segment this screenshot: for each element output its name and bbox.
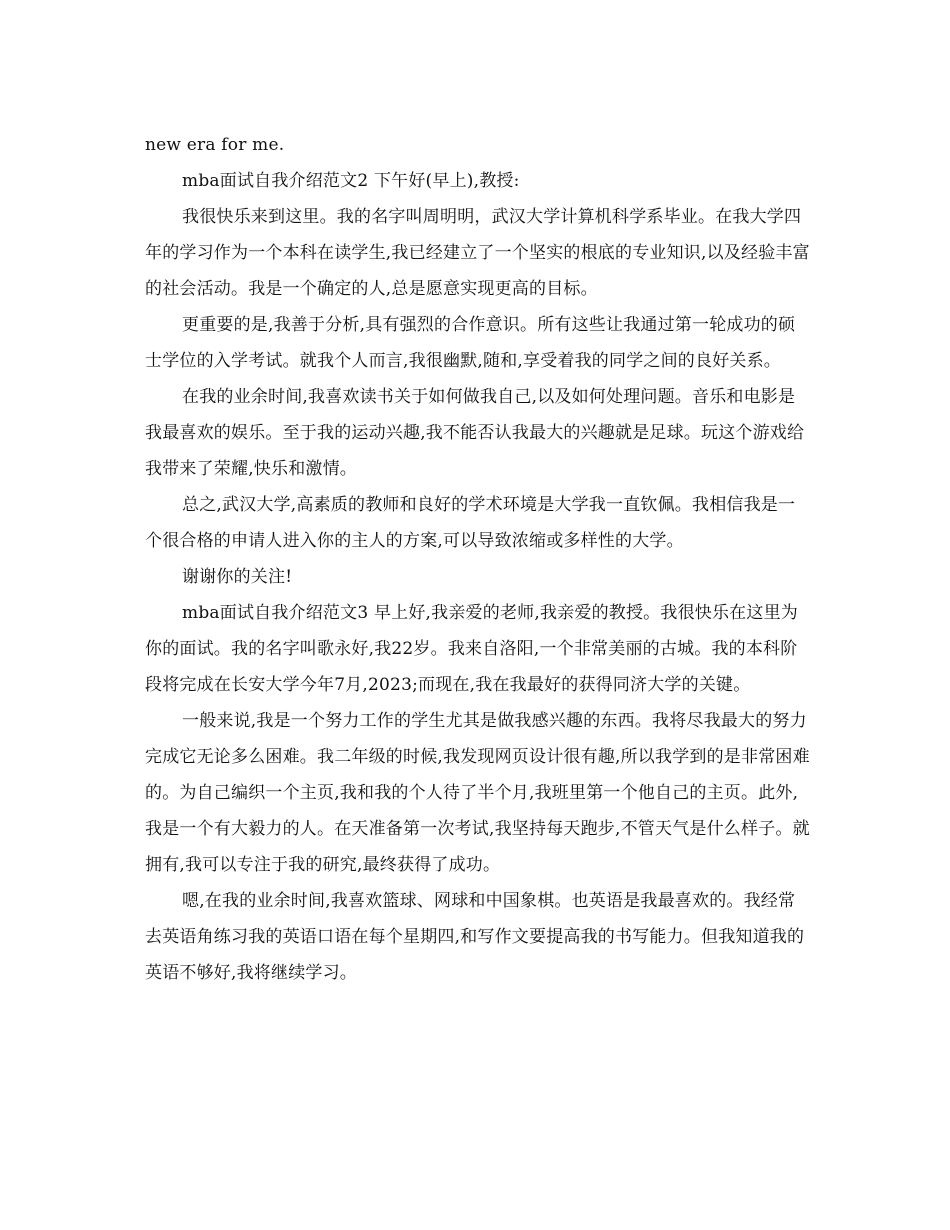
paragraph-1: new era for me. <box>145 135 285 155</box>
paragraph-6: 总之,武汉大学,高素质的教师和良好的学术环境是大学我一直钦佩。我相信我是一个很合格的申请人进入你的主人的方案,可以导致浓缩或多样性的大学。 <box>145 495 796 551</box>
paragraph-4: 更重要的是,我善于分析,具有强烈的合作意识。所有这些让我通过第一轮成功的硕士学位的入学考试。就我个人而言,我很幽默,随和,享受着我的同学之间的良好关系。 <box>145 315 796 371</box>
paragraph-8: mba面试自我介绍范文3 早上好,我亲爱的老师,我亲爱的教授。我很快乐在这里为你的面试。我的名字叫歌永好,我22岁。我来自洛阳,一个非常美丽的古城。我的本科阶段将完成在长安大学今年7月,2023;而现在,我在我最好的获得同济大学的关键。 <box>145 603 798 695</box>
paragraph-9: 一般来说,我是一个努力工作的学生尤其是做我感兴趣的东西。我将尽我最大的努力完成它无论多么困难。我二年级的时候,我发现网页设计很有趣,所以我学到的是非常困难的。为自己编织一个主页,我和我的个人待了半个月,我班里第一个他自己的主页。此外,我是一个有大毅力的人。在天准备第一次考试,我坚持每天跑步,不管天气是什么样子。就拥有,我可以专注于我的研究,最终获得了成功。 <box>145 711 810 875</box>
paragraph-2: mba面试自我介绍范文2 下午好(早上),教授: <box>182 171 520 191</box>
paragraph-7: 谢谢你的关注! <box>182 567 293 587</box>
paragraph-10: 嗯,在我的业余时间,我喜欢篮球、网球和中国象棋。也英语是我最喜欢的。我经常去英语角练习我的英语口语在每个星期四,和写作文要提高我的书写能力。但我知道我的英语不够好,我将继续学习。 <box>145 891 805 983</box>
paragraph-3: 我很快乐来到这里。我的名字叫周明明，武汉大学计算机科学系毕业。在我大学四年的学习作为一个本科在读学生,我已经建立了一个坚实的根底的专业知识,以及经验丰富的社会活动。我是一个确定的人,总是愿意实现更高的目标。 <box>145 207 810 299</box>
document-body <box>145 127 810 991</box>
paragraph-5: 在我的业余时间,我喜欢读书关于如何做我自己,以及如何处理问题。音乐和电影是我最喜欢的娱乐。至于我的运动兴趣,我不能否认我最大的兴趣就是足球。玩这个游戏给我带来了荣耀,快乐和激情。 <box>145 387 805 479</box>
